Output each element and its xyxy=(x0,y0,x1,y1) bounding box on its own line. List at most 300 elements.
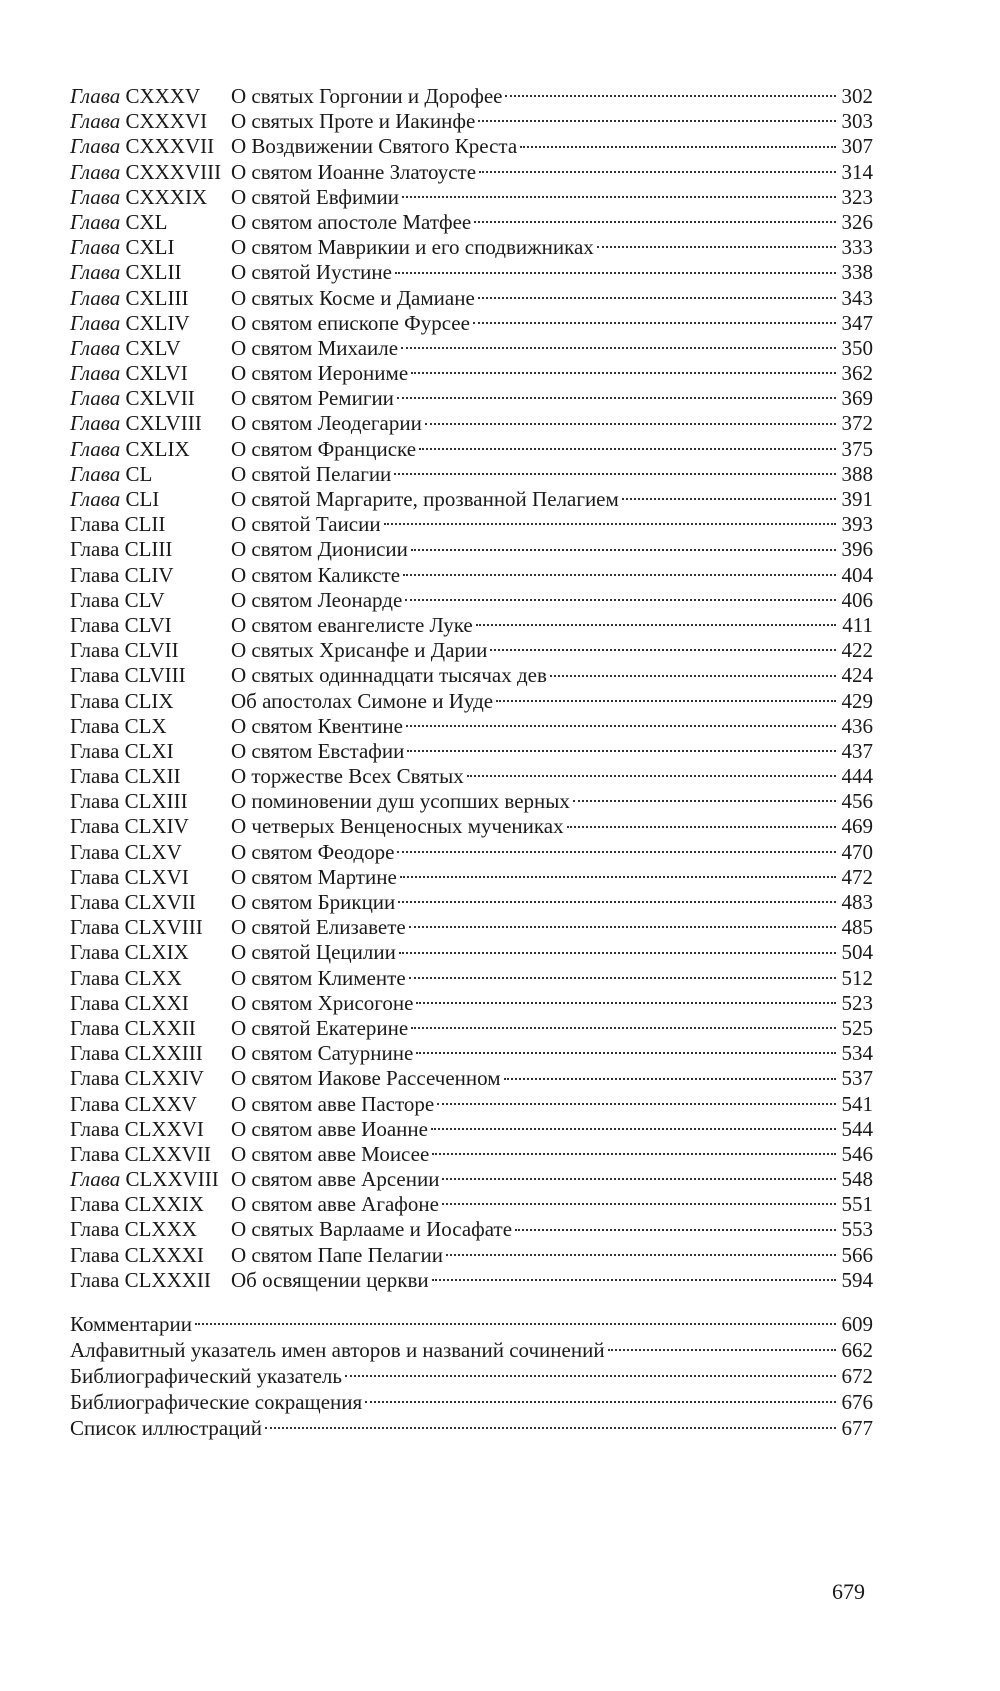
chapter-title: О святой Евфимии xyxy=(231,184,399,209)
chapter-page-number: 483 xyxy=(841,890,873,914)
dot-leader xyxy=(467,775,836,777)
chapter-title: О святой Елизавете xyxy=(231,915,406,940)
dot-leader xyxy=(405,599,836,601)
chapter-title: Об апостолах Симоне и Иуде xyxy=(231,688,494,713)
toc-chapter-entry xyxy=(70,487,873,512)
chapter-prefix: Глава xyxy=(70,335,121,360)
toc-chapter-entry xyxy=(70,1142,873,1167)
chapter-numeral: CXLIX xyxy=(125,436,190,461)
chapter-numeral: CXXXVIII xyxy=(125,159,222,184)
toc-chapter-entry xyxy=(70,689,873,714)
chapter-prefix: Глава xyxy=(70,814,120,839)
chapter-prefix: Глава xyxy=(70,915,120,940)
toc-chapter-entry xyxy=(70,966,873,991)
chapter-prefix: Глава xyxy=(70,1091,120,1116)
toc-chapter-entry xyxy=(70,1192,873,1217)
chapter-label xyxy=(70,260,231,285)
chapter-page-number: 350 xyxy=(841,335,873,360)
chapter-prefix: Глава xyxy=(70,436,121,461)
chapter-prefix: Глава xyxy=(70,663,120,688)
chapter-prefix: Глава xyxy=(70,260,121,285)
chapter-prefix: Глава xyxy=(70,562,120,587)
chapter-page-number: 404 xyxy=(841,562,873,587)
backmatter-title: Библиографический указатель xyxy=(70,1364,342,1388)
dot-leader xyxy=(473,322,836,324)
chapter-page-number: 472 xyxy=(841,864,873,889)
chapter-label xyxy=(70,1117,231,1142)
chapter-label xyxy=(70,1041,231,1066)
chapter-label xyxy=(70,537,231,562)
chapter-page-number: 396 xyxy=(841,537,873,562)
chapter-page-number: 551 xyxy=(841,1192,873,1217)
chapter-title: О святом Иоанне Златоусте xyxy=(231,159,477,184)
toc-chapter-entry xyxy=(70,789,873,814)
chapter-numeral: CLXXX xyxy=(124,1217,197,1242)
dot-leader xyxy=(398,901,836,903)
dot-leader xyxy=(399,952,836,954)
dot-leader xyxy=(397,851,836,853)
chapter-title: О святом Иерониме xyxy=(231,361,409,386)
chapter-title: О святых одиннадцати тысячах дев xyxy=(231,663,547,688)
dot-leader xyxy=(411,372,836,374)
chapter-title: О четверых Венценосных мучениках xyxy=(231,814,564,839)
chapter-page-number: 485 xyxy=(841,915,873,940)
chapter-title: О святом авве Пасторе xyxy=(231,1091,435,1116)
toc-chapter-entry xyxy=(70,840,873,865)
dot-leader xyxy=(394,473,836,475)
chapter-page-number: 470 xyxy=(841,839,873,864)
chapter-title: О святых Варлааме и Иосафате xyxy=(231,1217,513,1242)
toc-chapter-entry xyxy=(70,1016,873,1041)
toc-chapter-entry xyxy=(70,1041,873,1066)
chapter-prefix: Глава xyxy=(70,738,120,763)
chapter-prefix: Глава xyxy=(70,965,120,990)
chapter-page-number: 369 xyxy=(841,386,873,411)
chapter-title: О святом Каликсте xyxy=(231,562,401,587)
chapter-prefix: Глава xyxy=(70,411,121,436)
chapter-prefix: Глава xyxy=(70,512,120,537)
dot-leader xyxy=(442,1178,836,1180)
chapter-title: О Воздвижении Святого Креста xyxy=(231,134,518,159)
page-number: 679 xyxy=(832,1579,865,1604)
chapter-page-number: 372 xyxy=(841,411,873,436)
chapter-label xyxy=(70,1268,231,1293)
chapter-numeral: CLXXVIII xyxy=(125,1167,219,1192)
dot-leader xyxy=(195,1323,836,1325)
chapter-page-number: 541 xyxy=(841,1091,873,1116)
chapter-numeral: CLV xyxy=(124,587,165,612)
toc-chapter-entry xyxy=(70,1117,873,1142)
toc-backmatter-entry xyxy=(70,1311,873,1337)
chapter-title: О святой Екатерине xyxy=(231,1015,409,1040)
chapter-page-number: 553 xyxy=(841,1217,873,1242)
chapter-label xyxy=(70,588,231,613)
chapter-prefix: Глава xyxy=(70,1192,120,1217)
chapter-label xyxy=(70,613,231,638)
chapter-label xyxy=(70,915,231,940)
chapter-page-number: 469 xyxy=(841,814,873,839)
chapter-label xyxy=(70,789,231,814)
dot-leader xyxy=(478,120,836,122)
chapter-numeral: CXXXVII xyxy=(125,134,215,159)
chapter-page-number: 326 xyxy=(841,209,873,234)
chapter-title: О святом Дионисии xyxy=(231,537,408,562)
chapter-prefix: Глава xyxy=(70,764,120,789)
chapter-title: О святом авве Арсении xyxy=(231,1167,440,1192)
chapter-numeral: CLX xyxy=(124,713,167,738)
backmatter-page-number: 672 xyxy=(841,1364,873,1388)
toc-chapter-entry xyxy=(70,160,873,185)
dot-leader xyxy=(411,549,836,551)
chapter-numeral: CLXXVII xyxy=(124,1141,211,1166)
chapter-prefix: Глава xyxy=(70,361,121,386)
chapter-title: О святом епископе Фурсее xyxy=(231,310,470,335)
backmatter-title: Комментарии xyxy=(70,1312,192,1336)
chapter-prefix: Глава xyxy=(70,1116,120,1141)
backmatter-page-number: 677 xyxy=(841,1416,873,1440)
chapter-title: О святом Брикции xyxy=(231,890,396,914)
chapter-title: О святом Михаиле xyxy=(231,335,399,360)
chapter-page-number: 343 xyxy=(841,285,873,310)
chapter-prefix: Глава xyxy=(70,612,120,637)
chapter-numeral: CLXIV xyxy=(124,814,189,839)
chapter-page-number: 302 xyxy=(841,84,873,108)
chapter-label xyxy=(70,714,231,739)
chapter-numeral: CLXXVI xyxy=(124,1116,204,1141)
chapter-numeral: CLXX xyxy=(124,965,182,990)
toc-chapter-entry xyxy=(70,386,873,411)
chapter-page-number: 362 xyxy=(841,361,873,386)
chapter-title: О святом Евстафии xyxy=(231,738,405,763)
toc-chapter-entry xyxy=(70,865,873,890)
chapter-label xyxy=(70,689,231,714)
chapter-numeral: CXLIV xyxy=(125,310,190,335)
chapter-label xyxy=(70,840,231,865)
chapter-numeral: CLII xyxy=(124,512,166,537)
chapter-page-number: 323 xyxy=(841,184,873,209)
chapter-prefix: Глава xyxy=(70,159,121,184)
chapter-label xyxy=(70,84,231,109)
chapter-page-number: 594 xyxy=(841,1267,873,1292)
dot-leader xyxy=(384,523,836,525)
chapter-page-number: 338 xyxy=(841,260,873,285)
dot-leader xyxy=(395,272,836,274)
chapter-page-number: 523 xyxy=(841,990,873,1015)
toc-chapter-entry xyxy=(70,210,873,235)
dot-leader xyxy=(419,448,836,450)
chapter-title: О поминовении душ усопших верных xyxy=(231,789,570,814)
dot-leader xyxy=(478,297,836,299)
chapter-page-number: 391 xyxy=(841,487,873,511)
chapter-numeral: CLXXIX xyxy=(124,1192,204,1217)
chapter-title: О святой Пелагии xyxy=(231,461,392,486)
dot-leader xyxy=(409,926,836,928)
chapter-label xyxy=(70,386,231,411)
chapter-page-number: 422 xyxy=(841,638,873,663)
toc-chapter-entry xyxy=(70,1268,873,1293)
dot-leader xyxy=(345,1375,836,1377)
chapter-page-number: 406 xyxy=(841,587,873,612)
chapter-page-number: 512 xyxy=(841,965,873,990)
chapter-page-number: 307 xyxy=(841,134,873,159)
chapter-numeral: CXLII xyxy=(125,260,182,285)
chapter-prefix: Глава xyxy=(70,864,120,889)
chapter-prefix: Глава xyxy=(70,1141,120,1166)
dot-leader xyxy=(573,800,836,802)
chapter-label xyxy=(70,1142,231,1167)
chapter-label xyxy=(70,1167,231,1192)
chapter-numeral: CLXI xyxy=(124,738,174,763)
chapter-title: О святой Цецилии xyxy=(231,940,396,965)
chapter-title: О святых Проте и Иакинфе xyxy=(231,109,476,134)
chapter-label xyxy=(70,336,231,361)
chapter-label xyxy=(70,411,231,436)
chapter-prefix: Глава xyxy=(70,310,121,335)
chapter-label xyxy=(70,185,231,210)
chapter-prefix: Глава xyxy=(70,1242,120,1267)
toc-chapter-entry xyxy=(70,991,873,1016)
chapter-numeral: CLVI xyxy=(124,612,172,637)
chapter-numeral: CLXXIV xyxy=(124,1066,204,1091)
chapter-page-number: 437 xyxy=(841,738,873,763)
backmatter-page-number: 609 xyxy=(841,1312,873,1336)
chapter-prefix: Глава xyxy=(70,209,121,234)
chapter-label xyxy=(70,991,231,1016)
chapter-prefix: Глава xyxy=(70,839,120,864)
toc-chapter-entry xyxy=(70,411,873,436)
toc-chapter-entry xyxy=(70,1066,873,1091)
dot-leader xyxy=(442,1203,836,1205)
chapter-label xyxy=(70,1066,231,1091)
toc-chapter-entry xyxy=(70,714,873,739)
chapter-prefix: Глава xyxy=(70,713,120,738)
chapter-numeral: CXXXVI xyxy=(125,109,208,134)
chapter-title: О святых Косме и Дамиане xyxy=(231,285,475,310)
chapter-title: О святом Квентине xyxy=(231,713,403,738)
dot-leader xyxy=(411,1027,836,1029)
toc-chapter-entry xyxy=(70,437,873,462)
toc-chapter-entry xyxy=(70,84,873,109)
chapter-page-number: 548 xyxy=(841,1167,873,1192)
toc-chapter-entry xyxy=(70,260,873,285)
chapter-title: О святой Маргарите, прозванной Пелагием xyxy=(231,487,619,511)
toc-chapter-entry xyxy=(70,361,873,386)
dot-leader xyxy=(432,1279,836,1281)
chapter-title: О святом Клименте xyxy=(231,965,406,990)
chapter-label xyxy=(70,1016,231,1041)
backmatter-title: Алфавитный указатель имен авторов и названий сочинений xyxy=(70,1338,605,1362)
chapter-label xyxy=(70,134,231,159)
chapter-page-number: 388 xyxy=(841,461,873,486)
dot-leader xyxy=(476,624,836,626)
toc-chapter-entry xyxy=(70,814,873,839)
chapter-page-number: 303 xyxy=(841,109,873,134)
chapter-numeral: CLXXIII xyxy=(124,1041,203,1066)
chapter-prefix: Глава xyxy=(70,84,121,108)
dot-leader xyxy=(496,700,836,702)
chapter-title: О святом Ремигии xyxy=(231,386,394,411)
dot-leader xyxy=(550,675,836,677)
toc-chapter-entry xyxy=(70,286,873,311)
chapter-numeral: CLXV xyxy=(124,839,182,864)
dot-leader xyxy=(490,649,836,651)
chapter-title: О святом Маврикии и его сподвижниках xyxy=(231,235,594,260)
chapter-prefix: Глава xyxy=(70,940,120,965)
chapter-label xyxy=(70,311,231,336)
dot-leader xyxy=(504,1078,836,1080)
chapter-label xyxy=(70,966,231,991)
chapter-label xyxy=(70,663,231,688)
chapter-numeral: CXL xyxy=(125,209,168,234)
dot-leader xyxy=(406,725,836,727)
chapter-numeral: CXXXV xyxy=(125,84,201,108)
chapter-numeral: CLI xyxy=(125,487,160,511)
chapter-numeral: CLXXII xyxy=(124,1015,196,1040)
dot-leader xyxy=(365,1401,836,1403)
dot-leader xyxy=(402,196,836,198)
chapter-label xyxy=(70,764,231,789)
chapter-title: О святых Горгонии и Дорофее xyxy=(231,84,503,108)
chapter-numeral: CLXXXI xyxy=(124,1242,204,1267)
chapter-prefix: Глава xyxy=(70,638,120,663)
chapter-label xyxy=(70,462,231,487)
chapter-page-number: 444 xyxy=(841,764,873,789)
chapter-numeral: CXLVI xyxy=(125,361,188,386)
chapter-numeral: CXLIII xyxy=(125,285,189,310)
chapter-page-number: 393 xyxy=(841,512,873,537)
toc-chapter-entry xyxy=(70,588,873,613)
chapter-label xyxy=(70,940,231,965)
chapter-label xyxy=(70,1243,231,1268)
chapter-title: О торжестве Всех Святых xyxy=(231,764,464,789)
chapter-prefix: Глава xyxy=(70,184,121,209)
chapter-label xyxy=(70,638,231,663)
chapter-prefix: Глава xyxy=(70,1015,120,1040)
chapter-numeral: CLVIII xyxy=(124,663,186,688)
chapter-page-number: 544 xyxy=(841,1116,873,1141)
toc-chapter-entry xyxy=(70,1217,873,1242)
dot-leader xyxy=(401,347,836,349)
dot-leader xyxy=(608,1349,836,1351)
table-of-contents xyxy=(70,84,873,1441)
dot-leader xyxy=(479,171,836,173)
chapter-prefix: Глава xyxy=(70,688,120,713)
chapter-numeral: CLIII xyxy=(124,537,173,562)
toc-chapter-entry xyxy=(70,512,873,537)
chapter-title: О святом Леодегарии xyxy=(231,411,422,436)
chapter-numeral: CLXII xyxy=(124,764,181,789)
toc-chapter-entry xyxy=(70,739,873,764)
toc-backmatter-entry xyxy=(70,1415,873,1441)
chapter-label xyxy=(70,512,231,537)
chapter-prefix: Глава xyxy=(70,890,120,914)
dot-leader xyxy=(474,221,836,223)
chapter-prefix: Глава xyxy=(70,1066,120,1091)
chapter-numeral: CLXIII xyxy=(124,789,188,814)
backmatter-title: Библиографические сокращения xyxy=(70,1390,363,1414)
chapter-page-number: 347 xyxy=(841,310,873,335)
chapter-page-number: 534 xyxy=(841,1041,873,1066)
toc-chapter-entry xyxy=(70,185,873,210)
chapter-label xyxy=(70,814,231,839)
chapter-numeral: CLXVII xyxy=(124,890,196,914)
chapter-prefix: Глава xyxy=(70,235,121,260)
chapter-title: О святом Леонарде xyxy=(231,587,403,612)
chapter-numeral: CLXVIII xyxy=(124,915,203,940)
chapter-title: О святом авве Иоанне xyxy=(231,1116,428,1141)
backmatter-title: Список иллюстраций xyxy=(70,1416,262,1440)
chapter-title: О святом апостоле Матфее xyxy=(231,209,472,234)
chapter-prefix: Глава xyxy=(70,285,121,310)
chapter-label xyxy=(70,1092,231,1117)
chapter-page-number: 429 xyxy=(841,688,873,713)
chapter-prefix: Глава xyxy=(70,1217,120,1242)
chapter-page-number: 456 xyxy=(841,789,873,814)
toc-chapter-entry xyxy=(70,638,873,663)
dot-leader xyxy=(265,1427,836,1429)
chapter-title: О святом Феодоре xyxy=(231,839,395,864)
chapter-title: О святых Хрисанфе и Дарии xyxy=(231,638,488,663)
chapter-prefix: Глава xyxy=(70,109,121,134)
toc-chapter-entry xyxy=(70,462,873,487)
dot-leader xyxy=(446,1254,836,1256)
chapter-title: О святом Франциске xyxy=(231,436,417,461)
dot-leader xyxy=(407,750,836,752)
chapter-label xyxy=(70,286,231,311)
toc-chapter-entry xyxy=(70,764,873,789)
chapter-label xyxy=(70,437,231,462)
chapter-prefix: Глава xyxy=(70,1267,120,1292)
chapter-page-number: 537 xyxy=(841,1066,873,1091)
dot-leader xyxy=(597,246,836,248)
chapter-numeral: CXLV xyxy=(125,335,181,360)
chapter-page-number: 375 xyxy=(841,436,873,461)
dot-leader xyxy=(397,397,836,399)
chapter-numeral: CLXXI xyxy=(124,990,189,1015)
chapter-numeral: CXLVIII xyxy=(125,411,202,436)
dot-leader xyxy=(400,876,836,878)
toc-chapter-entry xyxy=(70,940,873,965)
chapter-label xyxy=(70,487,231,512)
chapter-page-number: 411 xyxy=(842,612,873,637)
chapter-numeral: CLXIX xyxy=(124,940,189,965)
dot-leader xyxy=(416,1052,836,1054)
toc-chapter-entry xyxy=(70,563,873,588)
chapter-prefix: Глава xyxy=(70,1167,121,1192)
toc-chapter-entry xyxy=(70,915,873,940)
toc-backmatter-entry xyxy=(70,1389,873,1415)
dot-leader xyxy=(515,1229,836,1231)
backmatter-page-number: 676 xyxy=(841,1390,873,1414)
dot-leader xyxy=(567,826,836,828)
toc-chapter-entry xyxy=(70,134,873,159)
chapter-title: О святом Сатурнине xyxy=(231,1041,414,1066)
chapter-page-number: 436 xyxy=(841,713,873,738)
chapter-prefix: Глава xyxy=(70,386,121,411)
chapter-label xyxy=(70,739,231,764)
chapter-title: О святой Таисии xyxy=(231,512,381,537)
toc-chapter-entry xyxy=(70,109,873,134)
dot-leader xyxy=(403,574,836,576)
dot-leader xyxy=(425,423,836,425)
backmatter-list xyxy=(70,1311,873,1441)
toc-chapter-entry xyxy=(70,336,873,361)
chapter-title: О святом Хрисогоне xyxy=(231,990,414,1015)
chapter-page-number: 333 xyxy=(841,235,873,260)
chapter-label xyxy=(70,361,231,386)
dot-leader xyxy=(409,977,836,979)
chapter-numeral: CXLI xyxy=(125,235,175,260)
